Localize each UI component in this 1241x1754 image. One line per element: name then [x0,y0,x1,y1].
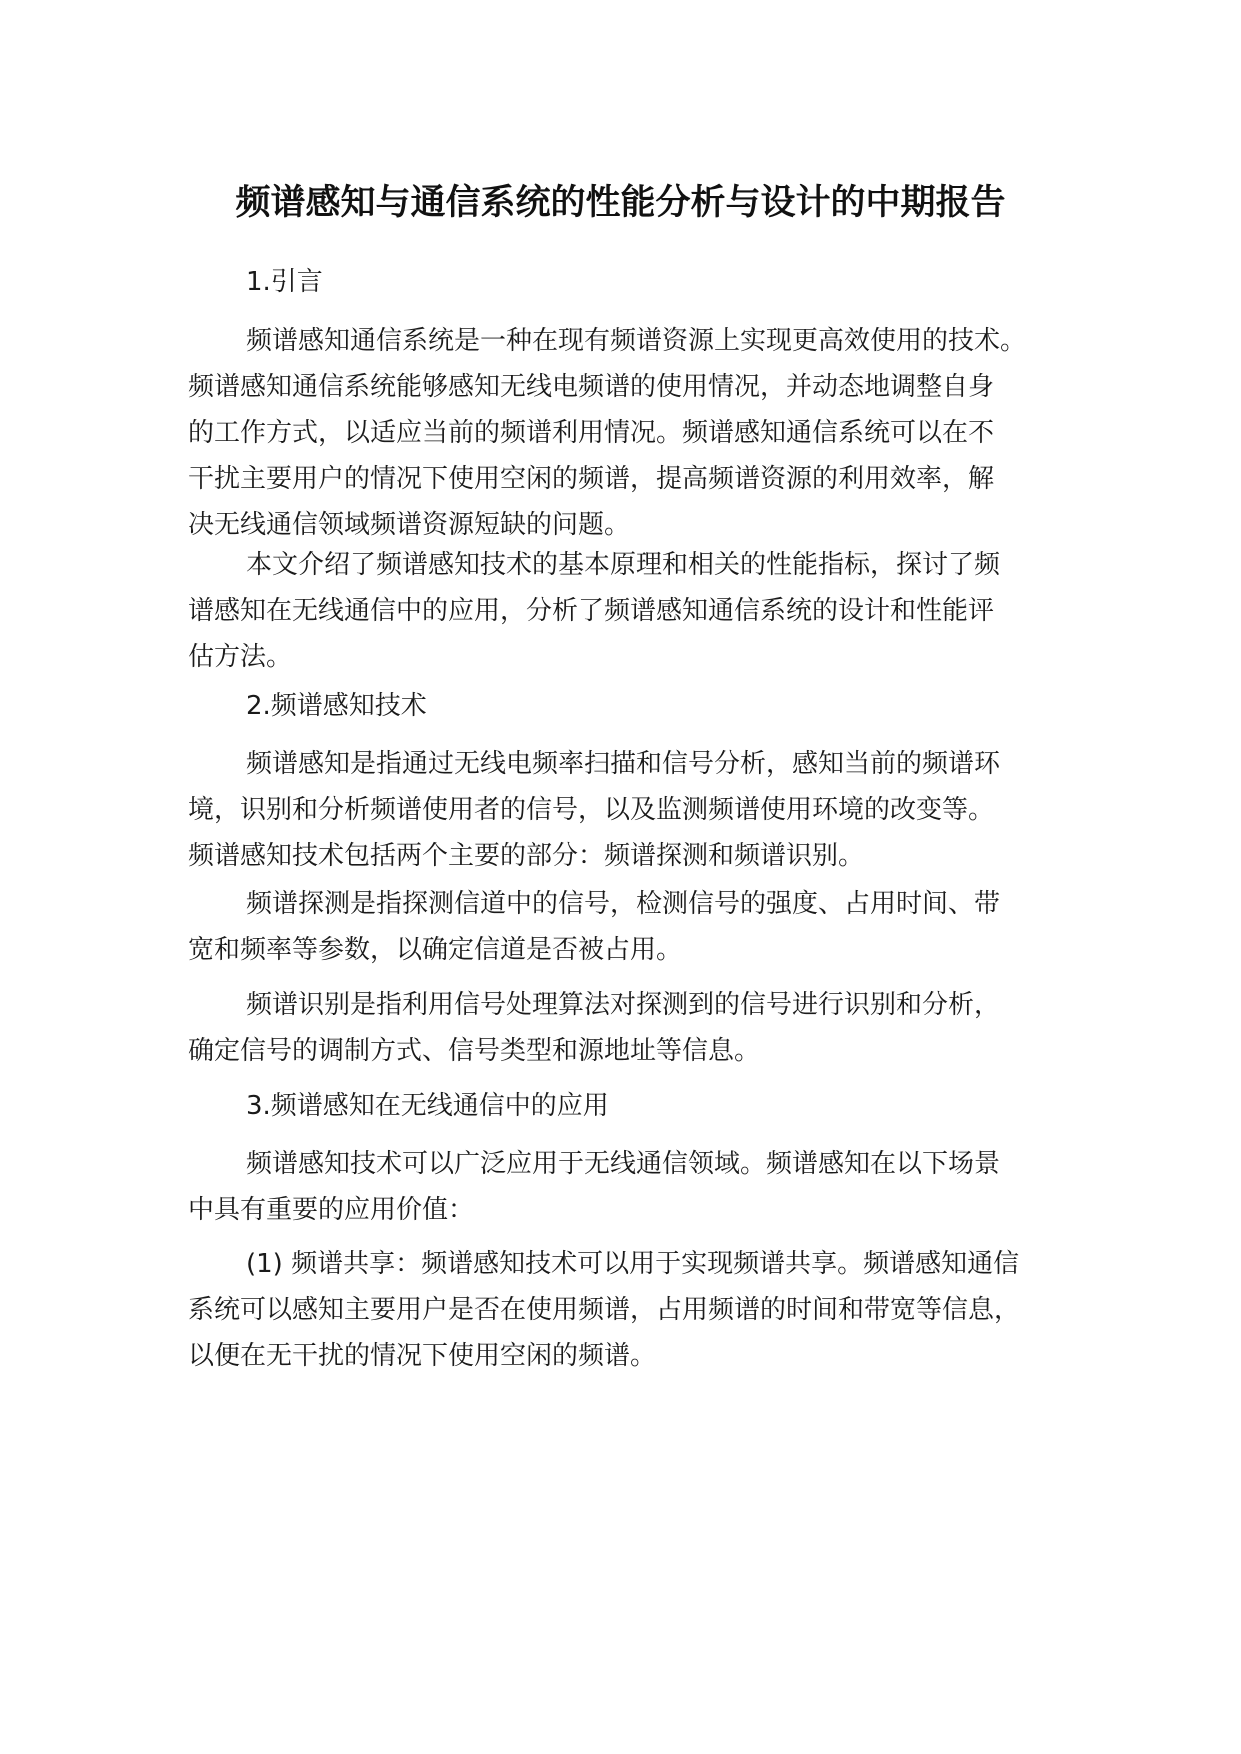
paragraph-line: 频谱感知技术包括两个主要的部分：频谱探测和频谱识别。 [188,841,865,871]
paragraph-line: 谱感知在无线通信中的应用，分析了频谱感知通信系统的设计和性能评 [188,596,995,626]
paragraph-spectrum-sharing [188,1241,1088,1379]
paragraph-line: 频谱探测是指探测信道中的信号，检测信号的强度、占用时间、带 [246,889,1001,919]
paragraph-line: 频谱识别是指利用信号处理算法对探测到的信号进行识别和分析， [246,990,1001,1020]
heading-text: 3.频谱感知在无线通信中的应用 [246,1091,609,1121]
section-heading-applications [188,1083,1088,1129]
paragraph-line: 境，识别和分析频谱使用者的信号，以及监测频谱使用环境的改变等。 [188,795,995,825]
paragraph-intro-2 [188,542,1088,680]
heading-text: 1.引言 [246,267,323,297]
document-title: 频谱感知与通信系统的性能分析与设计的中期报告 [235,183,1006,223]
paragraph-line: 估方法。 [188,642,293,672]
section-heading-sensing-technology [188,683,1088,729]
heading-text: 2.频谱感知技术 [246,691,427,721]
paragraph-line: 决无线通信领域频谱资源短缺的问题。 [188,510,631,540]
paragraph-line: 确定信号的调制方式、信号类型和源地址等信息。 [188,1036,761,1066]
paragraph-line: 频谱感知技术可以广泛应用于无线通信领域。频谱感知在以下场景 [246,1149,1001,1179]
paragraph-line: 的工作方式，以适应当前的频谱利用情况。频谱感知通信系统可以在不 [188,418,995,448]
paragraph-line: (1) 频谱共享：频谱感知技术可以用于实现频谱共享。频谱感知通信 [246,1249,1020,1279]
paragraph-line: 宽和频率等参数，以确定信道是否被占用。 [188,935,683,965]
paragraph-line: 频谱感知通信系统是一种在现有频谱资源上实现更高效使用的技术。 [246,326,1027,356]
paragraph-spectrum-identification [188,982,1088,1074]
paragraph-line: 中具有重要的应用价值： [188,1195,475,1225]
paragraph-line: 频谱感知通信系统能够感知无线电频谱的使用情况，并动态地调整自身 [188,372,995,402]
paragraph-line: 干扰主要用户的情况下使用空闲的频谱，提高频谱资源的利用效率，解 [188,464,995,494]
paragraph-sensing-definition [188,741,1088,879]
paragraph-spectrum-detection [188,881,1088,973]
paragraph-line: 以便在无干扰的情况下使用空闲的频谱。 [188,1341,657,1371]
section-heading-introduction [188,259,1088,305]
paragraph-line: 频谱感知是指通过无线电频率扫描和信号分析，感知当前的频谱环 [246,749,1001,779]
paragraph-intro-1 [188,318,1088,548]
paragraph-applications-intro [188,1141,1088,1233]
paragraph-line: 本文介绍了频谱感知技术的基本原理和相关的性能指标，探讨了频 [246,550,1001,580]
paragraph-line: 系统可以感知主要用户是否在使用频谱，占用频谱的时间和带宽等信息， [188,1295,1021,1325]
